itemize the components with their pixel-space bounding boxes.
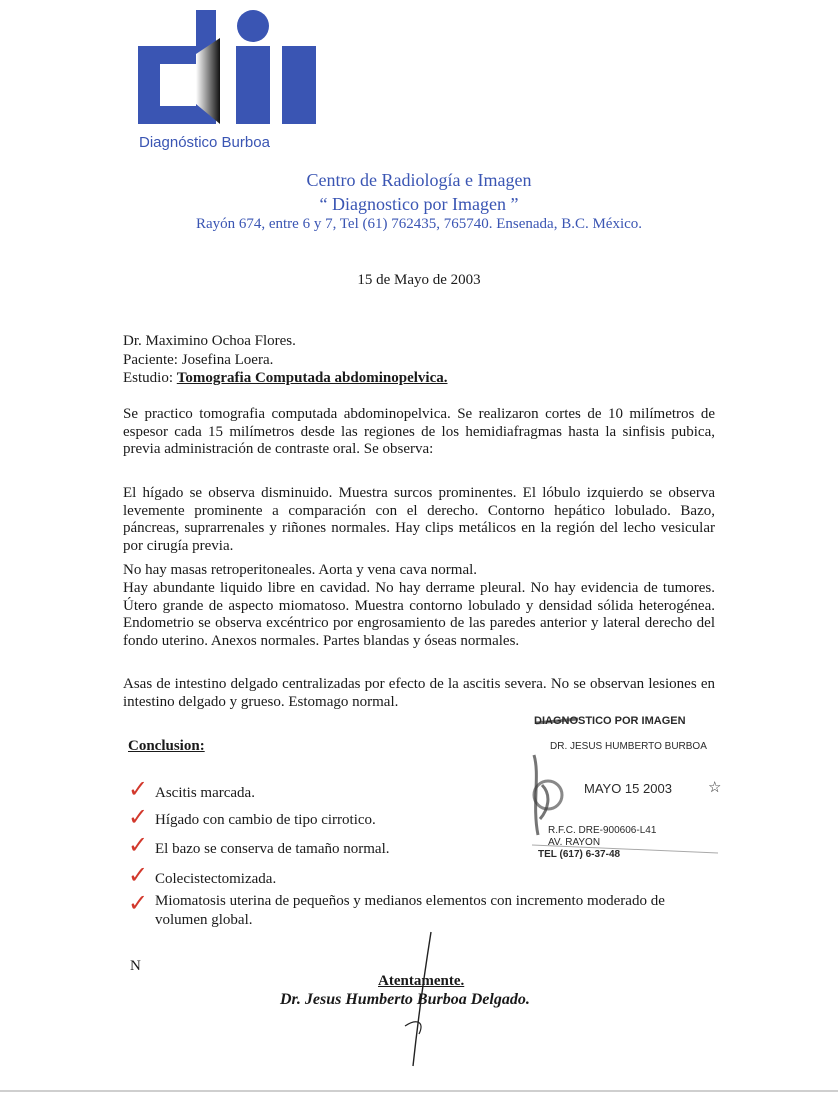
report-date: 15 de Mayo de 2003 <box>357 272 481 288</box>
findings-paragraph-4: Asas de intestino delgado centralizadas por efecto de la ascitis severa. No se observan lesiones en intestino delgado y grueso. Estomago normal. <box>123 676 715 710</box>
conclusion-item: Ascitis marcada. <box>155 785 255 801</box>
conclusion-item: Hígado con cambio de tipo cirrotico. <box>155 812 376 828</box>
stamp-line-4: AV. RAYON <box>548 837 601 848</box>
checkmark-icon: ✓ <box>128 775 149 803</box>
findings-paragraph-3: Hay abundante liquido libre en cavidad. No hay derrame pleural. No hay evidencia de tumores. Útero grande de aspecto miomatoso. Muestra contorno lobulado y densidad sólida heterogénea. Endometrio se observa excéntrico por engrosamiento de las paredes anterior y lateral derecho del fondo uterino. Anexos normales. Partes blandas y óseas normales. <box>123 580 715 649</box>
checkmark-icon: ✓ <box>128 831 149 859</box>
checkmark-icon: ✓ <box>128 861 149 889</box>
checkmark-icon: ✓ <box>128 889 149 917</box>
doctor-stamp <box>528 715 728 865</box>
page-bottom-border <box>0 1090 838 1092</box>
stamp-date: MAYO 15 2003 <box>584 781 672 796</box>
signature-name: Dr. Jesus Humberto Burboa Delgado. <box>280 991 530 1008</box>
patient-line: Paciente: Josefina Loera. <box>123 352 274 368</box>
stamp-line-3: R.F.C. DRE-900606-L41 <box>548 825 657 836</box>
signature-closing: Atentamente. <box>378 973 465 989</box>
study-label: Estudio: <box>123 370 177 386</box>
stamp-line-2: DR. JESUS HUMBERTO BURBOA <box>550 741 707 752</box>
brand-name: Diagnóstico Burboa <box>139 134 270 151</box>
conclusion-title: Conclusion: <box>128 738 205 754</box>
stamp-line-5: TEL (617) 6-37-48 <box>538 849 621 860</box>
stamp-line-1: DIAGNOSTICO POR IMAGEN <box>534 715 686 727</box>
findings-paragraph-1: El hígado se observa disminuido. Muestra surcos prominentes. El lóbulo izquierdo se observa levemente prominente a comparación con el derecho. Contorno hepático lobulado. Bazo, páncreas, suprarrenales y riñones normales. Hay clips metálicos en la región del lecho vesicular por cirugía previa. <box>123 485 715 554</box>
study-value: Tomografia Computada abdominopelvica. <box>176 370 448 386</box>
clinic-subtitle: “ Diagnostico por Imagen ” <box>319 194 519 214</box>
clinic-address: Rayón 674, entre 6 y 7, Tel (61) 762435, 765740. Ensenada, B.C. México. <box>195 216 643 232</box>
study-line <box>123 370 448 388</box>
conclusion-item: Colecistectomizada. <box>155 871 277 887</box>
findings-paragraph-2: No hay masas retroperitoneales. Aorta y vena cava normal. <box>123 562 478 578</box>
doctor-line: Dr. Maximino Ochoa Flores. <box>123 333 296 349</box>
clinic-title: Centro de Radiología e Imagen <box>306 170 532 190</box>
conclusion-item: El bazo se conserva de tamaño normal. <box>155 841 390 857</box>
conclusion-item: Miomatosis uterina de pequeños y medianos elementos con incremento moderado de volumen global. <box>155 893 665 928</box>
intro-paragraph: Se practico tomografia computada abdominopelvica. Se realizaron cortes de 10 milímetros de espesor cada 15 milímetros desde las regiones de los hemidiafragmas hasta la sinfisis pubica, previa administración de contraste oral. Se observa: <box>123 406 715 457</box>
checkmark-icon: ✓ <box>128 803 149 831</box>
star-icon: ☆ <box>708 779 722 796</box>
note-mark: N <box>130 958 141 974</box>
diagnostico-burboa-logo <box>138 8 318 128</box>
